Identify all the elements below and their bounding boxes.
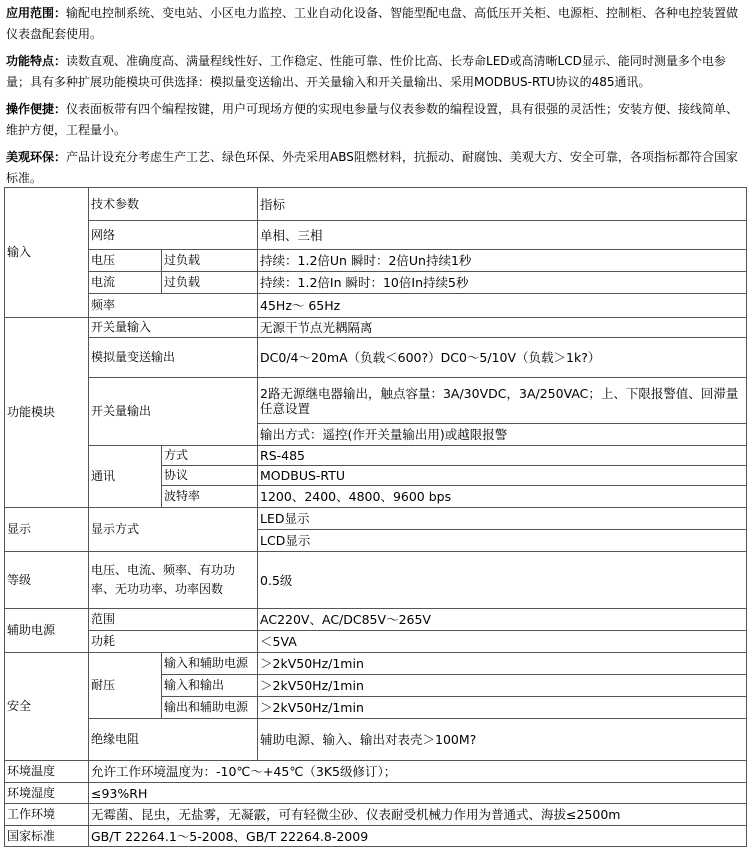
intro-operation (6, 99, 742, 141)
cell-comm-baud-val: 1200、2400、4800、9600 bps (258, 486, 747, 508)
cell-overload-i: 过负载 (162, 272, 258, 294)
table-row (5, 719, 747, 761)
cell-switch-input-val: 无源干节点光耦隔离 (258, 318, 747, 338)
table-row (5, 653, 747, 675)
table-row (5, 631, 747, 653)
table-row (5, 250, 747, 272)
cell-withstand-2-val: ＞2kV50Hz/1min (258, 675, 747, 697)
intro-text: 产品计设充分考虑生产工艺、绿色环保、外壳采用ABS阻燃材料，抗振动、耐腐蚀、美观大方、安全可靠，各项指标都符合国家标准。 (6, 150, 738, 185)
cell-insulation-val: 辅助电源、输入、输出对表壳＞100M? (258, 719, 747, 761)
cell-comm-protocol-val: MODBUS-RTU (258, 466, 747, 486)
cell-withstand: 耐压 (89, 653, 162, 719)
intro-section (0, 0, 748, 189)
cell-comm-mode: 方式 (162, 446, 258, 466)
cell-withstand-2: 输入和输出 (162, 675, 258, 697)
cell-network: 网络 (89, 221, 258, 250)
intro-features (6, 51, 742, 93)
cell-input: 输入 (5, 188, 89, 318)
cell-switch-output: 开关量输出 (89, 378, 258, 446)
cell-work-env: 工作环境 (5, 804, 89, 826)
cell-aux-power: 辅助电源 (5, 609, 89, 653)
table-row (5, 318, 747, 338)
table-row (5, 446, 747, 466)
cell-network-val: 单相、三相 (258, 221, 747, 250)
intro-label: 应用范围： (6, 6, 67, 20)
cell-comm-baud: 波特率 (162, 486, 258, 508)
cell-tech-params: 技术参数 (89, 188, 258, 221)
table-row (5, 552, 747, 609)
spec-table (4, 187, 747, 847)
cell-env-temp-val: 允许工作环境温度为：-10℃～+45℃（3K5级修订）； (89, 761, 747, 783)
intro-label: 功能特点： (6, 54, 67, 68)
cell-national-std: 国家标准 (5, 826, 89, 847)
cell-env-temp: 环境温度 (5, 761, 89, 783)
table-row (5, 783, 747, 804)
cell-work-env-val: 无霉菌、昆虫，无盐雾，无凝霰，可有轻微尘砂、仪表耐受机械力作用为普通式、海拔≤2500m (89, 804, 747, 826)
cell-grade-items: 电压、电流、频率、有功功率、无功功率、功率因数 (89, 552, 258, 609)
table-row (5, 761, 747, 783)
table-row (5, 378, 747, 424)
cell-switch-input: 开关量输入 (89, 318, 258, 338)
intro-eco (6, 147, 742, 189)
cell-range: 范围 (89, 609, 258, 631)
cell-withstand-1-val: ＞2kV50Hz/1min (258, 653, 747, 675)
cell-analog-output: 模拟量变送输出 (89, 338, 258, 378)
table-row (5, 221, 747, 250)
table-row (5, 272, 747, 294)
cell-function-module: 功能模块 (5, 318, 89, 508)
cell-grade: 等级 (5, 552, 89, 609)
cell-comm-mode-val: RS-485 (258, 446, 747, 466)
intro-text: 读数直观、准确度高、满量程线性好、工作稳定、性能可靠、性价比高、长寿命LED或高清晰LCD显示、能同时测量多个电参量；具有多种扩展功能模块可供选择：模拟量变送输出、开关量输入和开关量输出、采用MODBUS-RTU协议的485通讯。 (6, 54, 726, 89)
cell-current: 电流 (89, 272, 162, 294)
cell-indicators: 指标 (258, 188, 747, 221)
table-row (5, 508, 747, 530)
cell-env-humidity: 环境湿度 (5, 783, 89, 804)
cell-withstand-1: 输入和辅助电源 (162, 653, 258, 675)
cell-safety: 安全 (5, 653, 89, 761)
cell-display-lcd: LCD显示 (258, 530, 747, 552)
cell-overload-v: 过负载 (162, 250, 258, 272)
cell-comm: 通讯 (89, 446, 162, 508)
intro-label: 操作便捷： (6, 102, 67, 116)
cell-insulation: 绝缘电阻 (89, 719, 258, 761)
cell-voltage-overload-val: 持续：1.2倍Un 瞬时：2倍Un持续1秒 (258, 250, 747, 272)
cell-current-overload-val: 持续：1.2倍In 瞬时：10倍In持续5秒 (258, 272, 747, 294)
intro-text: 输配电控制系统、变电站、小区电力监控、工业自动化设备、智能型配电盘、高低压开关柜、电源柜、控制柜、各种电控装置做仪表盘配套使用。 (6, 6, 739, 41)
table-row (5, 609, 747, 631)
intro-label: 美观环保： (6, 150, 67, 164)
table-row (5, 338, 747, 378)
cell-voltage: 电压 (89, 250, 162, 272)
intro-application (6, 3, 742, 45)
cell-frequency-val: 45Hz～ 65Hz (258, 294, 747, 318)
cell-grade-val: 0.5级 (258, 552, 747, 609)
cell-switch-output-val1: 2路无源继电器输出，触点容量：3A/30VDC，3A/250VAC；上、下限报警值、回滞量任意设置 (258, 378, 747, 424)
cell-display: 显示 (5, 508, 89, 552)
cell-power-consumption: 功耗 (89, 631, 258, 653)
cell-withstand-3: 输出和辅助电源 (162, 697, 258, 719)
cell-switch-output-val2: 输出方式：遥控(作开关量输出用)或越限报警 (258, 424, 747, 446)
table-row (5, 826, 747, 847)
cell-comm-protocol: 协议 (162, 466, 258, 486)
cell-national-std-val: GB/T 22264.1～5-2008、GB/T 22264.8-2009 (89, 826, 747, 847)
cell-display-led: LED显示 (258, 508, 747, 530)
cell-analog-output-val: DC0/4～20mA（负载＜600?）DC0～5/10V（负载＞1k?） (258, 338, 747, 378)
table-row (5, 804, 747, 826)
cell-env-humidity-val: ≤93%RH (89, 783, 747, 804)
cell-frequency: 频率 (89, 294, 258, 318)
intro-text: 仪表面板带有四个编程按键，用户可现场方便的实现电参量与仪表参数的编程设置，具有很强的灵活性；安装方便、接线简单、维护方便，工程量小。 (6, 102, 739, 137)
cell-power-consumption-val: ＜5VA (258, 631, 747, 653)
table-row (5, 188, 747, 221)
cell-display-mode: 显示方式 (89, 508, 258, 552)
cell-withstand-3-val: ＞2kV50Hz/1min (258, 697, 747, 719)
table-row (5, 294, 747, 318)
cell-range-val: AC220V、AC/DC85V～265V (258, 609, 747, 631)
